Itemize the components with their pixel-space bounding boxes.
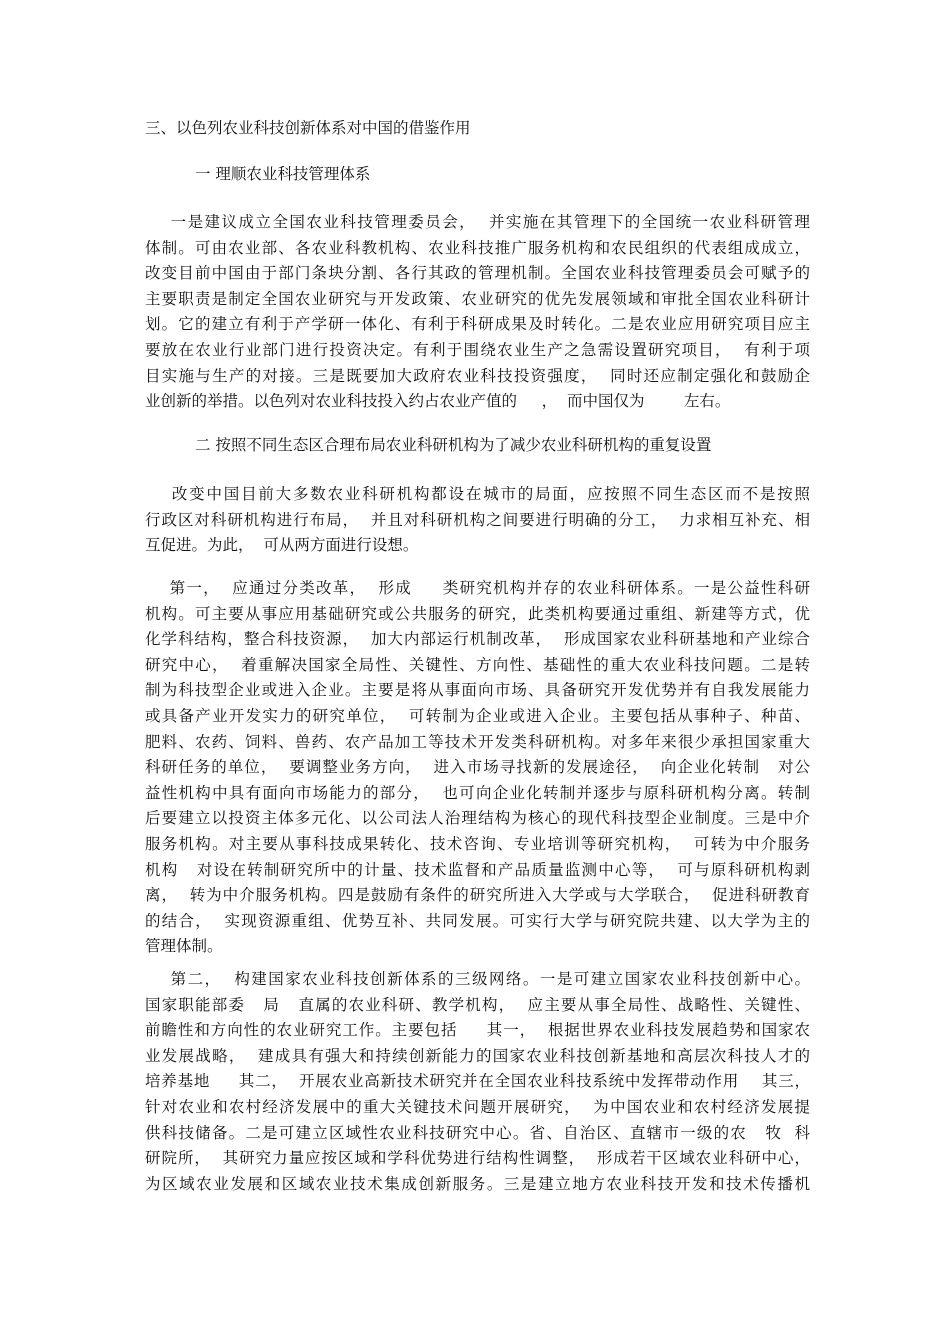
text-line: 互促进。为此， 可从两方面进行设想。 bbox=[145, 536, 419, 555]
text-line: 化学科结构，整合科技资源， 加大内部运行机制改革， 形成国家农业科研基地和产业综合 bbox=[145, 630, 810, 649]
text-line: 改变中国目前大多数农业科研机构都设在城市的局面，应按照不同生态区而不是按照 bbox=[145, 485, 810, 503]
text-line: 服务机构。对主要从事科技成果转化、技术咨询、专业培训等研究机构， 可转为中介服务 bbox=[145, 834, 810, 853]
text-line: 或具备产业开发实力的研究单位， 可转制为企业或进入企业。主要包括从事种子、种苗、 bbox=[145, 706, 810, 725]
text-line: 划。它的建立有利于产学研一体化、有利于科研成果及时转化。二是农业应用研究项目应主 bbox=[145, 315, 810, 334]
text-line: 业创新的举措。以色列对农业科技投入约占农业产值的 ， 而中国仅为 左右。 bbox=[145, 392, 731, 411]
text-line: 要放在农业行业部门进行投资决定。有利于围绕农业生产之急需设置研究项目， 有利于项 bbox=[145, 340, 810, 359]
text-line: 一是建议成立全国农业科技管理委员会， 并实施在其管理下的全国统一农业科研管理 bbox=[145, 213, 810, 231]
text-line: 目实施与生产的对接。三是既要加大政府农业科技投资强度， 同时还应制定强化和鼓励企 bbox=[145, 366, 810, 385]
text-line: 国家职能部委 局 直属的农业科研、教学机构， 应主要从事全局性、战略性、关键性、 bbox=[145, 995, 810, 1014]
text-line: 机构 对设在转制研究所中的计量、技术监督和产品质量监测中心等， 可与原科研机构剥 bbox=[145, 860, 810, 879]
text-line: 主要职责是制定全国农业研究与开发政策、农业研究的优先发展领域和审批全国农业科研计 bbox=[145, 289, 810, 308]
text-line: 培养基地 其二， 开展农业高新技术研究并在全国农业科技系统中发挥带动作用 其三， bbox=[145, 1072, 810, 1091]
text-line: 第一， 应通过分类改革， 形成 类研究机构并存的农业科研体系。一是公益性科研 bbox=[145, 579, 810, 597]
text-line: 第二， 构建国家农业科技创新体系的三级网络。一是可建立国家农业科技创新中心。 bbox=[145, 970, 810, 988]
text-line: 离， 转为中介服务机构。四是鼓励有条件的研究所进入大学或与大学联合， 促进科研教育 bbox=[145, 886, 810, 905]
text-line: 改变目前中国由于部门条块分割、各行其政的管理机制。全国农业科技管理委员会可赋予的 bbox=[145, 264, 810, 283]
paragraph-4 bbox=[145, 967, 810, 1197]
text-line: 前瞻性和方向性的农业研究工作。主要包括 其一， 根据世界农业科技发展趋势和国家农 bbox=[145, 1021, 810, 1040]
text-line: 管理体制。 bbox=[145, 937, 223, 956]
paragraph-2 bbox=[145, 482, 810, 559]
text-line: 制为科技型企业或进入企业。主要是将从事面向市场、具备研究开发优势并有自我发展能力 bbox=[145, 681, 810, 700]
text-line: 研究中心， 着重解决国家全局性、关键性、方向性、基础性的重大农业科技问题。二是转 bbox=[145, 655, 810, 674]
text-line: 益性机构中具有面向市场能力的部分， 也可向企业化转制并逐步与原科研机构分离。转制 bbox=[145, 783, 810, 802]
section-title: 三、以色列农业科技创新体系对中国的借鉴作用 bbox=[145, 119, 471, 137]
text-line: 体制。可由农业部、各农业科教机构、农业科技推广服务机构和农民组织的代表组成成立， bbox=[145, 238, 810, 257]
paragraph-3 bbox=[145, 576, 810, 960]
text-line: 供科技储备。二是可建立区域性农业科技研究中心。省、自治区、直辖市一级的农 牧 科 bbox=[145, 1123, 810, 1142]
text-line: 后要建立以投资主体多元化、以公司法人治理结构为核心的现代科技型企业制度。三是中介 bbox=[145, 809, 810, 828]
text-line: 业发展战略， 建成具有强大和持续创新能力的国家农业科技创新基地和高层次科技人才的 bbox=[145, 1046, 810, 1065]
text-line: 行政区对科研机构进行布局， 并且对科研机构之间要进行明确的分工， 力求相互补充、相 bbox=[145, 510, 810, 529]
text-line: 机构。可主要从事应用基础研究或公共服务的研究，此类机构要通过重组、新建等方式，优 bbox=[145, 604, 810, 623]
text-line: 的结合， 实现资源重组、优势互补、共同发展。可实行大学与研究院共建、以大学为主的 bbox=[145, 911, 810, 930]
text-line: 针对农业和农村经济发展中的重大关键技术问题开展研究， 为中国农业和农村经济发展提 bbox=[145, 1097, 810, 1116]
paragraph-1 bbox=[145, 210, 810, 415]
text-line: 科研任务的单位， 要调整业务方向， 进入市场寻找新的发展途径， 向企业化转制 对公 bbox=[145, 758, 810, 777]
subsection-title-2: 二 按照不同生态区合理布局农业科研机构为了减少农业科研机构的重复设置 bbox=[195, 436, 712, 454]
text-line: 为区域农业发展和区域农业技术集成创新服务。三是建立地方农业科技开发和技术传播机 bbox=[145, 1174, 810, 1193]
text-line: 肥料、农药、饲料、兽药、农产品加工等技术开发类科研机构。对多年来很少承担国家重大 bbox=[145, 732, 810, 751]
text-line: 研院所， 其研究力量应按区域和学科优势进行结构性调整， 形成若干区域农业科研中心， bbox=[145, 1149, 810, 1168]
subsection-title-1: 一 理顺农业科技管理体系 bbox=[195, 165, 371, 183]
